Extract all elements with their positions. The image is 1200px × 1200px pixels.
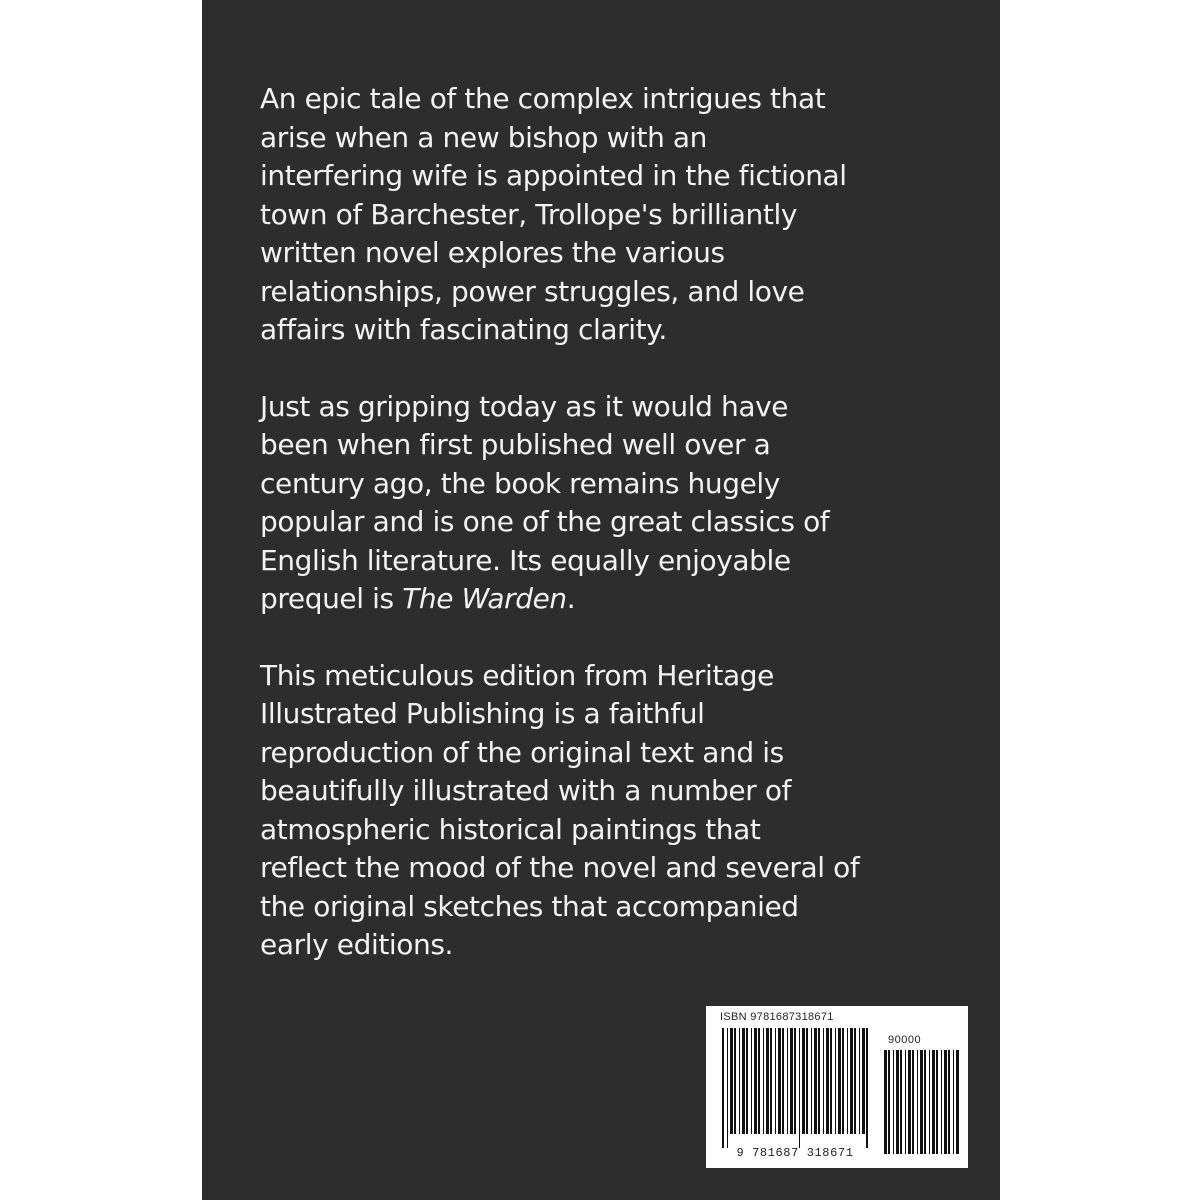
blurb-paragraph-2 [260,388,960,619]
barcode-bar [763,1028,764,1134]
blurb-paragraph-2-end: . [566,582,576,615]
barcode-bar [888,1050,890,1154]
barcode-bar [905,1050,906,1154]
barcode-bar [908,1050,911,1154]
barcode-bar [830,1028,832,1134]
blurb-paragraph-1: An epic tale of the complex intrigues that arise when a new bishop with an interfering wife is appointed in the fictional town of Barchester, Trollope's brilliantly written novel explores the various relationships, power struggles, and love affairs with fascinating clarity. [260,82,847,346]
back-cover [202,0,1000,1200]
barcode-bar [941,1050,942,1154]
barcode-bar [790,1028,793,1134]
barcode-addon-bars [884,1050,960,1154]
barcode-bar [850,1028,853,1134]
blurb-text [260,80,960,1003]
barcode-bar [896,1050,899,1154]
barcode-bar [953,1050,954,1154]
barcode-bar [811,1028,812,1134]
barcode-bar [766,1028,769,1134]
barcode-bar [929,1050,930,1154]
barcode-bar [900,1050,902,1154]
barcode-bar [794,1028,796,1134]
barcode-bar [893,1050,894,1154]
barcode-bar [847,1028,848,1134]
isbn-digits: 9 781687 318671 [736,1146,854,1160]
book-title-the-warden: The Warden [402,582,567,615]
barcode-bar [948,1050,950,1154]
barcode-bar [734,1028,736,1134]
barcode-bar [912,1050,914,1154]
barcode-bar [770,1028,772,1134]
isbn-barcode [706,1006,968,1168]
isbn-label: ISBN 9781687318671 [720,1011,834,1023]
barcode-bar [917,1050,918,1154]
barcode-bar [730,1028,733,1134]
barcode-bar [854,1028,856,1134]
barcode-bar [956,1050,959,1154]
barcode-bar [838,1028,841,1134]
price-code: 90000 [888,1034,922,1046]
barcode-bar [818,1028,820,1134]
barcode-bar [751,1028,752,1134]
barcode-bars [722,1028,872,1148]
blurb-paragraph-3: This meticulous edition from Heritage Illustrated Publishing is a faithful reproduction of the original text and is beautifully illustrated with a number of atmospheric historical paintings that reflect the mood of the novel and several of the original sketches that accompanied early editions. [260,658,860,961]
barcode-bar [722,1028,724,1148]
barcode-bar [799,1028,800,1148]
barcode-bar [727,1028,728,1148]
barcode-bar [787,1028,788,1134]
barcode-bar [924,1050,926,1154]
barcode-bar [920,1050,923,1154]
barcode-bar [806,1028,808,1134]
blurb-paragraph-2-text: Just as gripping today as it would have been when first published well over a century ago, the book remains hugely popular and is one of the great classics of English literature. Its equally enjoyable prequel is [260,389,830,615]
barcode-bar [944,1050,947,1154]
barcode-bar [775,1028,776,1134]
barcode-bar [859,1028,860,1134]
barcode-bar [758,1028,760,1134]
barcode-bar [782,1028,784,1134]
barcode-bar [932,1050,935,1154]
barcode-bar [746,1028,748,1134]
barcode-bar [823,1028,824,1134]
barcode-bar [814,1028,817,1134]
barcode-bar [862,1028,865,1134]
barcode-bar [866,1028,868,1148]
barcode-bar [739,1028,740,1134]
barcode-bar [936,1050,938,1154]
barcode-bar [835,1028,836,1134]
barcode-bar [778,1028,781,1134]
barcode-bar [884,1050,887,1154]
barcode-bar [826,1028,829,1134]
barcode-bar [842,1028,844,1134]
barcode-bar [754,1028,757,1134]
barcode-bar [802,1028,805,1134]
barcode-bar [742,1028,745,1134]
